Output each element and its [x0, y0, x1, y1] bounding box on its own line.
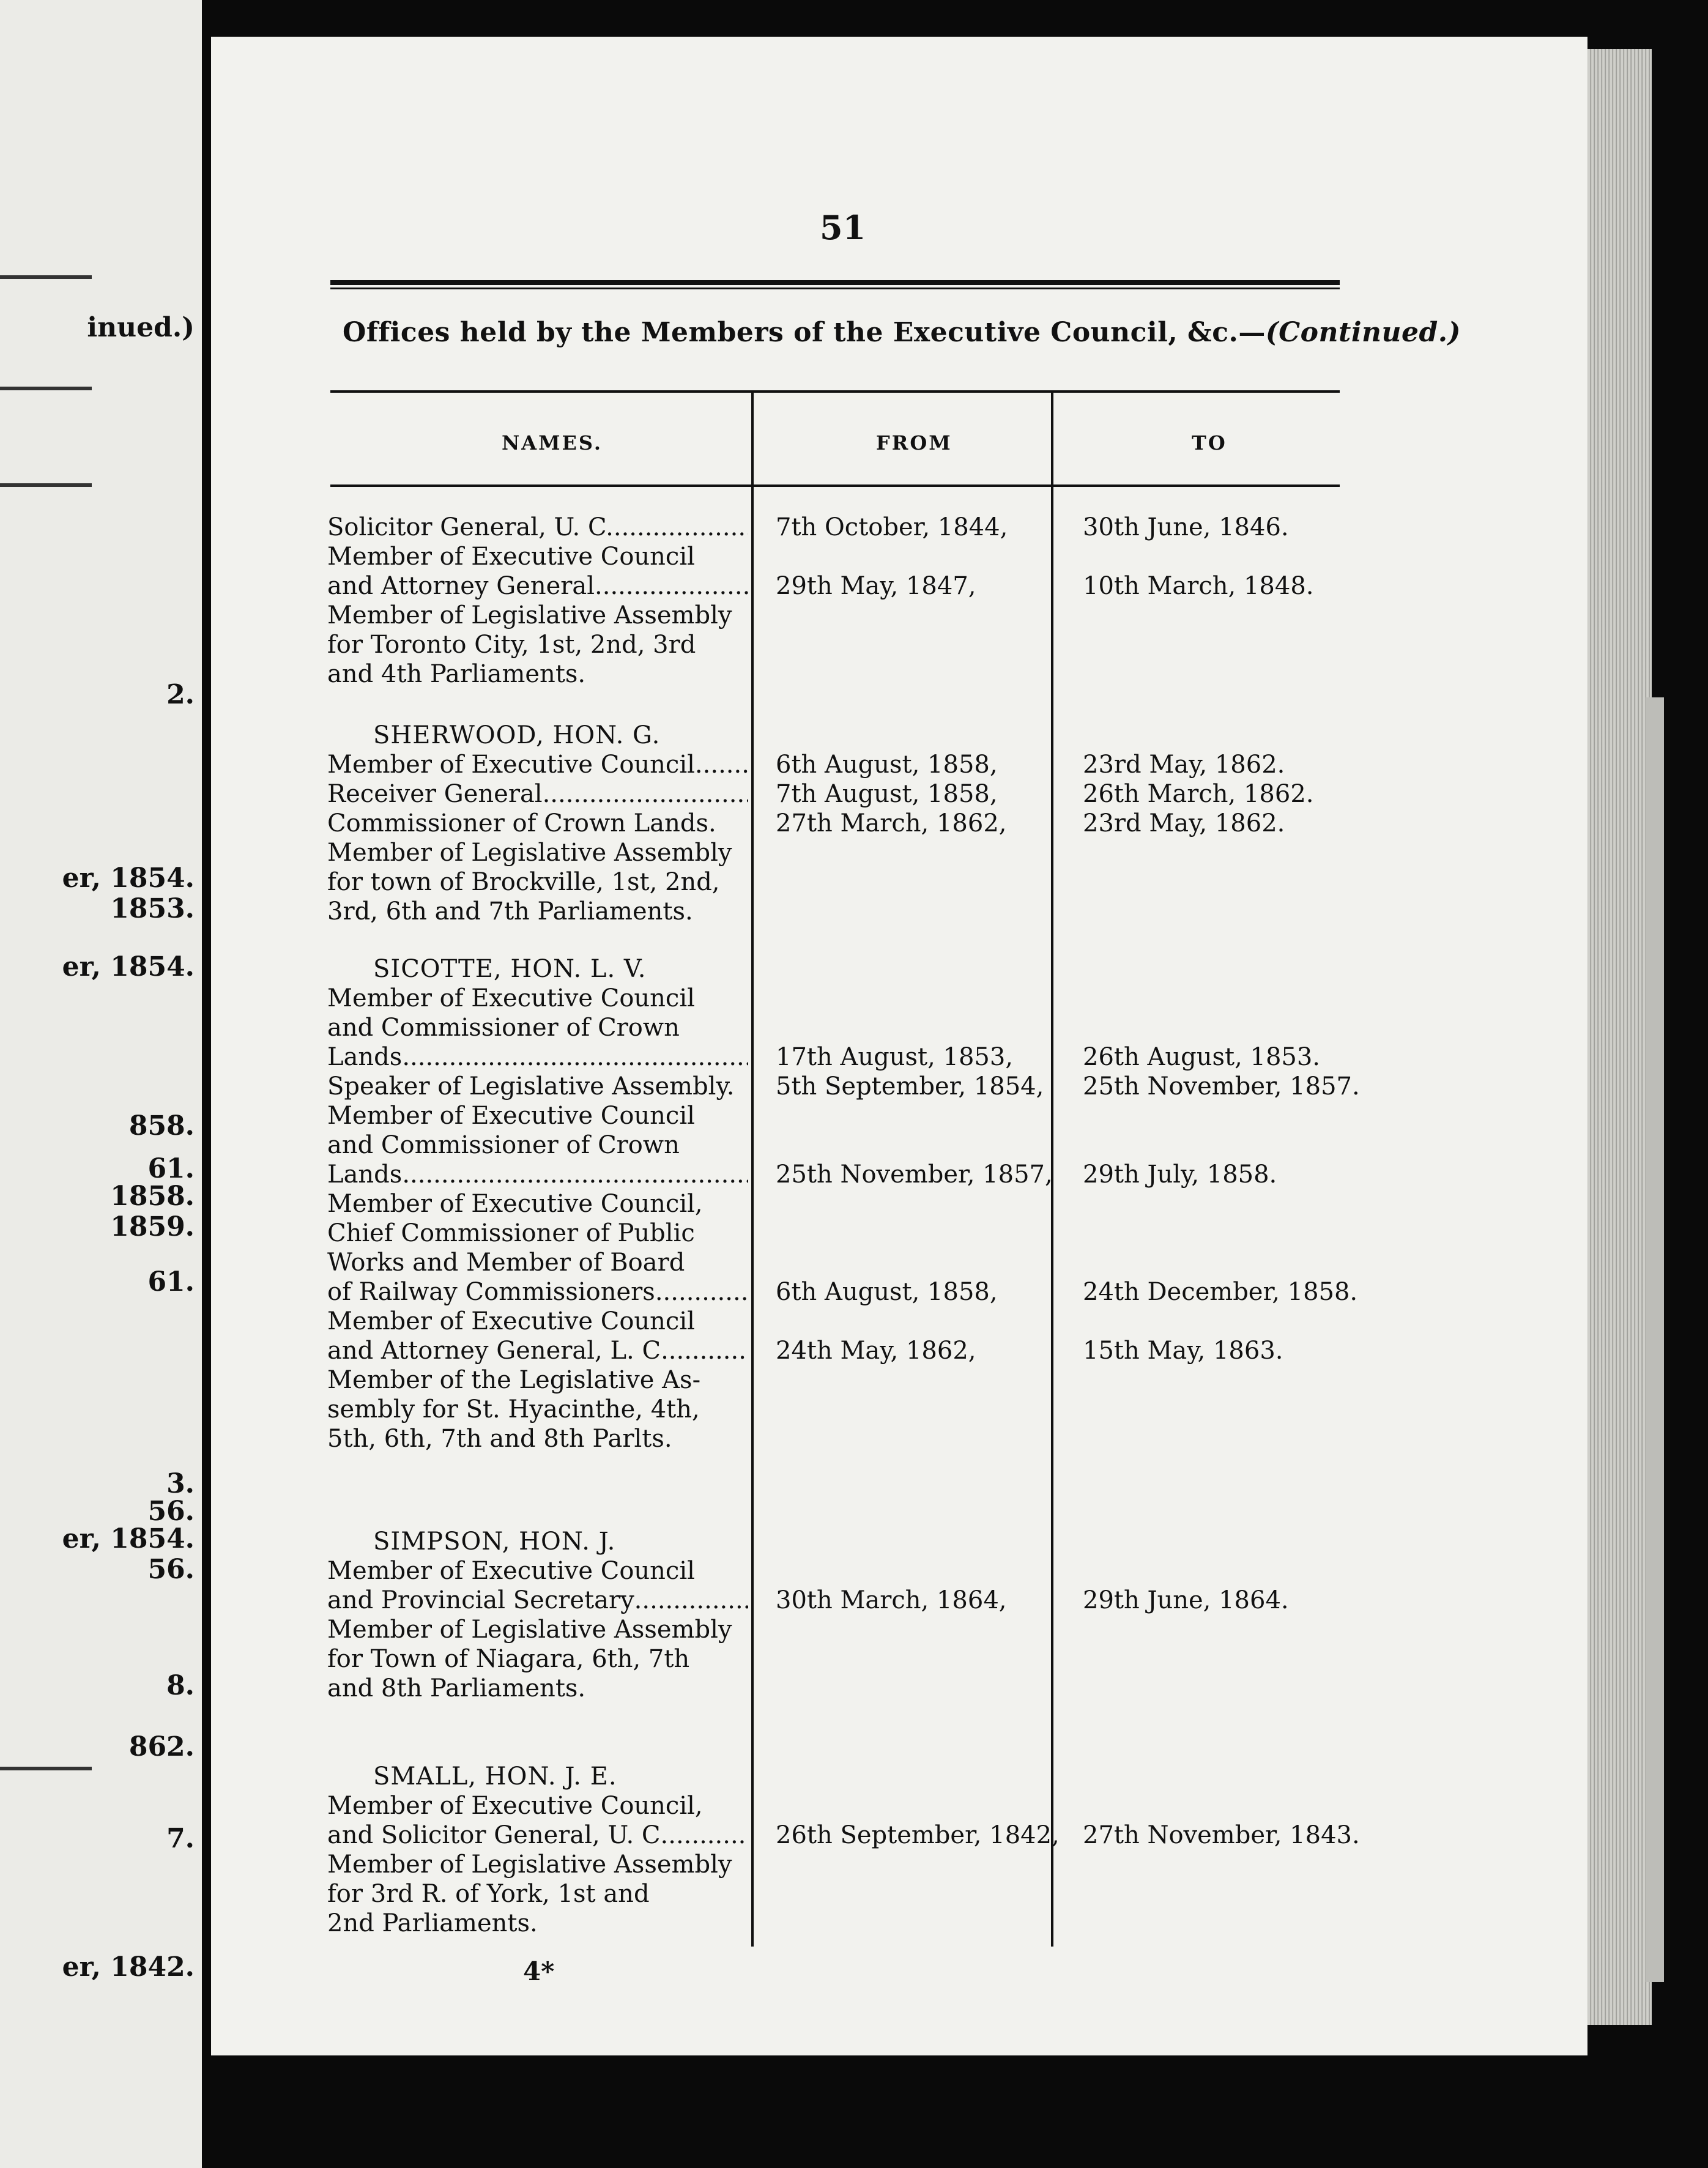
to-date: 29th July, 1858.: [1083, 1160, 1277, 1189]
facing-page-text: 56.: [147, 1496, 195, 1527]
office-description: [327, 1160, 748, 1189]
office-description: Chief Commissioner of Public: [327, 1219, 695, 1247]
office-label: Lands: [327, 1043, 403, 1071]
office-description: Speaker of Legislative Assembly.: [327, 1072, 735, 1101]
office-description: Member of Executive Council: [327, 1557, 695, 1585]
facing-page-text: er, 1842.: [62, 1951, 195, 1983]
to-date: 24th December, 1858.: [1083, 1278, 1358, 1306]
header-rule: [330, 484, 1340, 487]
office-description: for town of Brockville, 1st, 2nd,: [327, 868, 720, 896]
leader-dots: [661, 1821, 748, 1850]
office-description: Member of Executive Council: [327, 1102, 695, 1130]
to-date: 23rd May, 1862.: [1083, 751, 1285, 779]
office-description: Commissioner of Crown Lands.: [327, 809, 716, 837]
office-label: Receiver General: [327, 780, 543, 808]
office-description: and Commissioner of Crown: [327, 1131, 680, 1159]
office-label: Member of Executive Council: [327, 751, 695, 779]
to-date: 26th March, 1862.: [1083, 780, 1314, 808]
top-rule: [330, 280, 1340, 285]
from-date: 7th August, 1858,: [776, 780, 998, 808]
office-description: and Commissioner of Crown: [327, 1014, 680, 1042]
office-description: Member of Legislative Assembly: [327, 601, 732, 629]
facing-page-text: er, 1854.: [62, 951, 195, 982]
facing-page-text: 61.: [147, 1153, 195, 1184]
from-date: 17th August, 1853,: [776, 1043, 1014, 1071]
facing-page-rule: [0, 275, 92, 279]
office-label: and Solicitor General, U. C: [327, 1821, 661, 1849]
office-description: [327, 1586, 748, 1615]
to-date: 26th August, 1853.: [1083, 1043, 1321, 1071]
table-title: [343, 317, 1461, 348]
office-description: [327, 1821, 748, 1850]
column-header-from: FROM: [876, 431, 952, 455]
office-description: 5th, 6th, 7th and 8th Parlts.: [327, 1425, 672, 1453]
office-label: and Attorney General: [327, 572, 595, 600]
from-date: 30th March, 1864,: [776, 1586, 1007, 1614]
from-date: 7th October, 1844,: [776, 513, 1008, 541]
office-description: Member of Executive Council,: [327, 1792, 703, 1820]
from-date: 24th May, 1862,: [776, 1337, 976, 1365]
office-description: 2nd Parliaments.: [327, 1909, 538, 1937]
column-header-names: NAMES.: [502, 431, 603, 455]
office-label: Solicitor General, U. C.: [327, 513, 614, 541]
column-header-to: TO: [1192, 431, 1227, 455]
from-date: 27th March, 1862,: [776, 809, 1007, 837]
office-description: for 3rd R. of York, 1st and: [327, 1880, 650, 1908]
facing-page-text: 1859.: [110, 1211, 195, 1242]
leader-dots: [661, 1336, 748, 1365]
page-number: 51: [820, 208, 866, 247]
facing-page-rule: [0, 483, 92, 487]
member-name-heading: SHERWOOD, HON. G.: [373, 721, 661, 749]
to-date: 25th November, 1857.: [1083, 1072, 1360, 1101]
to-date: 23rd May, 1862.: [1083, 809, 1285, 837]
from-date: 6th August, 1858,: [776, 1278, 998, 1306]
facing-page-text: 1858.: [110, 1181, 195, 1212]
facing-page-text: 858.: [128, 1110, 195, 1142]
office-description: Works and Member of Board: [327, 1249, 685, 1277]
page-edge-shadow: [1646, 697, 1664, 1982]
from-date: 5th September, 1854,: [776, 1072, 1044, 1101]
office-description: [327, 571, 748, 601]
member-name-heading: SICOTTE, HON. L. V.: [373, 955, 647, 983]
office-description: sembly for St. Hyacinthe, 4th,: [327, 1395, 700, 1424]
leader-dots: [614, 513, 748, 542]
office-description: Member of Executive Council: [327, 543, 695, 571]
leader-dots: [402, 1042, 748, 1072]
leader-dots: [595, 571, 748, 601]
office-description: and 8th Parliaments.: [327, 1674, 586, 1702]
title-rule: [330, 390, 1340, 393]
office-description: Member of the Legislative As-: [327, 1366, 701, 1394]
leader-dots: [634, 1586, 748, 1615]
facing-page-text: 2.: [166, 679, 195, 710]
office-description: [327, 1277, 748, 1307]
office-description: Member of Executive Council: [327, 984, 695, 1012]
office-description: Member of Legislative Assembly: [327, 839, 732, 867]
member-name-heading: SIMPSON, HON. J.: [373, 1528, 616, 1556]
to-date: 30th June, 1846.: [1083, 513, 1289, 541]
top-rule-thin: [330, 288, 1340, 289]
office-label: and Provincial Secretary: [327, 1586, 634, 1614]
title-continued: (Continued.): [1265, 317, 1461, 348]
facing-page-text: 7.: [166, 1823, 195, 1854]
facing-page-text: er, 1854.: [62, 863, 195, 894]
from-date: 6th August, 1858,: [776, 751, 998, 779]
office-description: Member of Legislative Assembly: [327, 1851, 732, 1879]
office-description: for Town of Niagara, 6th, 7th: [327, 1645, 690, 1673]
office-description: Member of Executive Council: [327, 1307, 695, 1335]
leader-dots: [695, 750, 748, 779]
facing-page-text: 3.: [166, 1468, 195, 1499]
office-description: 3rd, 6th and 7th Parliaments.: [327, 897, 693, 926]
from-date: 29th May, 1847,: [776, 572, 976, 600]
to-date: 29th June, 1864.: [1083, 1586, 1289, 1614]
office-description: for Toronto City, 1st, 2nd, 3rd: [327, 631, 696, 659]
office-description: [327, 1336, 748, 1365]
column-divider-names-from: [751, 393, 754, 1947]
office-description: [327, 779, 748, 809]
office-label: of Railway Commissioners: [327, 1278, 655, 1306]
facing-page-text: 56.: [147, 1554, 195, 1585]
facing-page-text: 1853.: [110, 893, 195, 924]
to-date: 27th November, 1843.: [1083, 1821, 1360, 1849]
leader-dots: [543, 779, 748, 809]
to-date: 15th May, 1863.: [1083, 1337, 1283, 1365]
office-description: [327, 513, 748, 542]
facing-page-fragment: [0, 0, 202, 2168]
to-date: 10th March, 1848.: [1083, 572, 1314, 600]
office-label: and Attorney General, L. C: [327, 1337, 661, 1365]
facing-page-text: inued.): [87, 312, 195, 343]
facing-page-text: 61.: [147, 1266, 195, 1297]
facing-page-rule: [0, 1767, 92, 1770]
title-text: Offices held by the Members of the Executive Council, &c.—: [343, 317, 1266, 348]
facing-page-text: er, 1854.: [62, 1523, 195, 1554]
leader-dots: [402, 1160, 748, 1189]
office-description: [327, 750, 748, 779]
from-date: 26th September, 1842,: [776, 1821, 1060, 1849]
leader-dots: [655, 1277, 748, 1307]
office-description: [327, 1042, 748, 1072]
office-description: Member of Executive Council,: [327, 1190, 703, 1218]
office-description: Member of Legislative Assembly: [327, 1616, 732, 1644]
facing-page-text: 862.: [128, 1731, 195, 1762]
signature-mark: 4*: [523, 1956, 555, 1986]
office-label: Lands: [327, 1160, 403, 1189]
member-name-heading: SMALL, HON. J. E.: [373, 1762, 617, 1791]
facing-page-text: 8.: [166, 1670, 195, 1701]
from-date: 25th November, 1857,: [776, 1160, 1053, 1189]
office-description: and 4th Parliaments.: [327, 660, 586, 688]
facing-page-rule: [0, 387, 92, 390]
